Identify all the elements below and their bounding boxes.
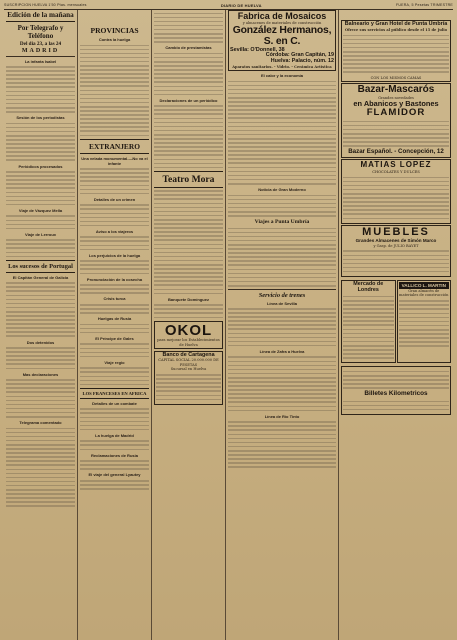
ad-banco-capital: CAPITAL SOCIAL 20.000.000 DE PESETAS <box>158 358 219 367</box>
ad-gonzalez-huelva: Huelva: Palacio, núm. 12 <box>270 58 334 65</box>
ad-bazar-sub: Grandes novedades <box>378 95 414 100</box>
ad-body <box>343 401 449 411</box>
ad-body <box>156 374 221 400</box>
linea-zafra: Línea de Zafra a Huelva <box>259 348 305 354</box>
headline-teatro-mora: Teatro Mora <box>162 173 215 185</box>
section-periodistas: Sesión de los periodistas <box>16 115 65 121</box>
ad-balneario-title: Balneario y Gran Hotel de Punta Umbría <box>344 21 448 27</box>
section-gran-moderno: Noticia de Gran Moderno <box>258 187 306 193</box>
section-crimen: Detalles de un crimen <box>93 196 136 202</box>
article-body <box>80 324 149 334</box>
section-mella: Viaje de Vázquez Mella <box>18 207 63 213</box>
ad-banco-note: Sucursal en Huelva <box>170 367 207 372</box>
section-declaraciones: Mas declaraciones <box>22 371 59 377</box>
section-periodicos: Periódicos procesados <box>18 163 63 169</box>
ad-gonzalez-cordoba: Córdoba: Gran Capitán, 19 <box>265 52 334 59</box>
linea-rio-tinto: Línea de Río Tinto <box>264 413 300 419</box>
ad-muebles-sub: Grandes Almacenes de Simón Marco <box>355 237 437 243</box>
ad-body <box>343 121 449 147</box>
section-rusia: Huelgas de Rusia <box>97 316 132 322</box>
ad-billetes <box>341 366 451 414</box>
edition-title: Edición de la mañana <box>7 11 74 19</box>
ad-vallico <box>397 280 452 363</box>
section-cosecha: Pronunciación de la cosecha <box>86 276 143 282</box>
price-list <box>343 296 394 359</box>
article-body <box>80 480 149 490</box>
article-body <box>154 13 223 43</box>
article-body <box>6 347 75 369</box>
ad-balneario-sub: Ofrece sus servicios al público desde el 15 de Julio <box>344 27 448 32</box>
article-body <box>80 367 149 385</box>
headline-provincias: PROVINCIAS <box>90 26 139 35</box>
article-body <box>6 282 75 337</box>
section-trenes: Servicio de trenes <box>258 291 306 299</box>
dateline: Del dia 23, a las 24 <box>19 41 62 47</box>
ad-gonzalez-hermanos <box>228 10 336 71</box>
section-huelga: Contra la huelga <box>98 37 131 42</box>
section-calor: El calor y la economía <box>260 73 304 79</box>
ad-banco-title: Banco de Cartagena <box>162 351 215 358</box>
masthead-center: DIARIO DE HUELVA <box>220 2 262 8</box>
article-body <box>80 284 149 294</box>
ad-body <box>399 300 450 347</box>
ad-muebles <box>341 225 451 277</box>
ad-muebles-title: MUEBLES <box>362 226 430 239</box>
article-body <box>80 236 149 250</box>
ad-body <box>343 250 449 272</box>
section-viaje-regio: Viaje regio <box>104 359 125 365</box>
timetable <box>228 356 336 411</box>
section-velada: Una velada monumental.—No va el infante <box>81 155 148 166</box>
masthead-left: SUSCRIPCION HUELVA 1'50 Ptas. mensuales <box>4 3 87 7</box>
section-punta-umbria: Viajes a Punta Umbría <box>254 219 310 226</box>
section-gales: El Príncipe de Gales <box>95 335 134 341</box>
article-body <box>6 171 75 205</box>
ad-fabrica-sub: y almacenes de materiales de construcción <box>242 21 322 26</box>
ad-mercado-londres <box>341 280 396 363</box>
ad-okol-title: OKOL <box>164 321 213 339</box>
ad-bazar-title: Bazar-Mascarós <box>357 84 435 96</box>
timetable <box>228 421 336 468</box>
ads-bottom <box>341 278 451 364</box>
article-body <box>6 379 75 417</box>
linea-sevilla: Línea de Sevilla <box>266 300 297 306</box>
ad-banco-cartagena <box>154 351 223 405</box>
ad-balneario <box>341 20 451 82</box>
headline-extranjero: EXTRANJERO <box>89 141 140 151</box>
section-banquete: Banquete Domínguez <box>168 296 209 302</box>
article-body <box>228 195 336 217</box>
article-body <box>80 45 149 137</box>
section-viajeros: Aviso a los viajeros <box>95 228 134 234</box>
section-declaraciones-periodico: Declaraciones de un periódico <box>159 97 218 103</box>
masthead-right: FUERA, 5 Pesetas TRIMESTRE <box>395 3 453 7</box>
ad-gonzalez-sevilla: Sevilla: O'Donnell, 38 <box>230 46 285 53</box>
ad-fabrica-title: Fabrica de Mosaicos <box>237 11 327 21</box>
section-huelga-madrid: La huelga de Madrid <box>95 432 134 438</box>
ad-matias-sub: CHOCOLATES Y DULCES <box>372 169 420 174</box>
ad-bazar-abanicos: en Abanicos y Bastones <box>353 99 439 109</box>
headline-portugal: Los sucesos de Portugal <box>8 262 73 270</box>
headline: Por Telegrafo y Teléfono <box>17 24 64 40</box>
ad-muebles-note: y Gasp. de JULIO BAYET <box>373 243 419 248</box>
section-reclamaciones: Reclamaciones de Rusia <box>91 452 138 458</box>
section-crisis-turca: Crisis turca <box>103 296 126 302</box>
article-body <box>6 239 75 257</box>
section-capitan: El Capitán General de Galicia <box>12 274 69 280</box>
article-body <box>154 105 223 168</box>
ad-gonzalez-title: González Hermanos, S. en C. <box>232 24 332 47</box>
section-detenidos: Dos detenidos <box>26 339 55 345</box>
article-body <box>6 66 75 113</box>
ad-body <box>343 35 449 73</box>
section-telegrama: Telegrama comentado <box>19 420 62 426</box>
article-body <box>228 81 336 185</box>
article-body <box>80 440 149 450</box>
section-prestamistas: Cambio de prestamistas <box>165 45 212 51</box>
city-madrid: MADRID <box>21 48 60 54</box>
column-4 <box>226 10 339 640</box>
section-lerroux: Viaje de Lerroux <box>24 231 57 237</box>
ad-bazar-espanol: Bazar Español. - Concepción, 12 <box>348 148 444 156</box>
section-combate: Detalles de un combate <box>92 400 137 406</box>
article-body <box>80 460 149 470</box>
ad-okol-sub: para mejorar los Establecimientos de Huelva <box>157 338 220 347</box>
ad-vallico-title: VALLICO L. MARTIN <box>399 282 450 289</box>
ad-gonzalez-products: Aparatos sanitarios. - Vidrio. - Cerámica Artística <box>232 64 332 69</box>
ad-body <box>343 371 449 389</box>
ad-balneario-note: CON LOS MISMOS CAMAS <box>370 75 422 80</box>
ad-billetes-title: Billetes Kilometricos <box>364 390 428 398</box>
article-body <box>154 304 223 318</box>
article-body <box>80 260 149 274</box>
article-body <box>80 204 149 226</box>
ad-vallico-sub: Gran almacén de materiales de construcción <box>399 288 449 298</box>
ad-okol <box>154 321 223 350</box>
column-5 <box>339 10 453 640</box>
ad-body <box>343 177 449 220</box>
timetable <box>228 308 336 346</box>
headline-africa: LOS FRANCESES EN AFRICA <box>82 390 147 396</box>
column-3 <box>152 10 226 640</box>
ad-bazar-mascaros <box>341 83 451 157</box>
ad-matias-title: MATIAS LOPEZ <box>360 160 432 170</box>
columns <box>4 10 453 640</box>
article-body <box>228 228 336 287</box>
article-body <box>80 168 149 194</box>
article-body <box>154 190 223 294</box>
section-infanta: La infanta Isabel <box>24 58 57 64</box>
article-body <box>80 408 149 430</box>
article-body <box>6 215 75 229</box>
ad-flamidor: FLAMIDOR <box>366 107 426 119</box>
article-body <box>80 343 149 357</box>
ad-matias-lopez <box>341 159 451 223</box>
article-body <box>6 123 75 161</box>
article-body <box>154 53 223 96</box>
article-body <box>6 428 75 507</box>
column-2 <box>78 10 152 640</box>
masthead <box>4 2 453 10</box>
section-lyautey: El viaje del general Lyautey <box>88 472 141 478</box>
article-body <box>80 304 149 314</box>
section-perjuicios: Los perjuicios de la huelga <box>88 252 141 258</box>
ad-mercado-title: Mercado de Londres <box>353 280 384 293</box>
column-1 <box>4 10 78 640</box>
